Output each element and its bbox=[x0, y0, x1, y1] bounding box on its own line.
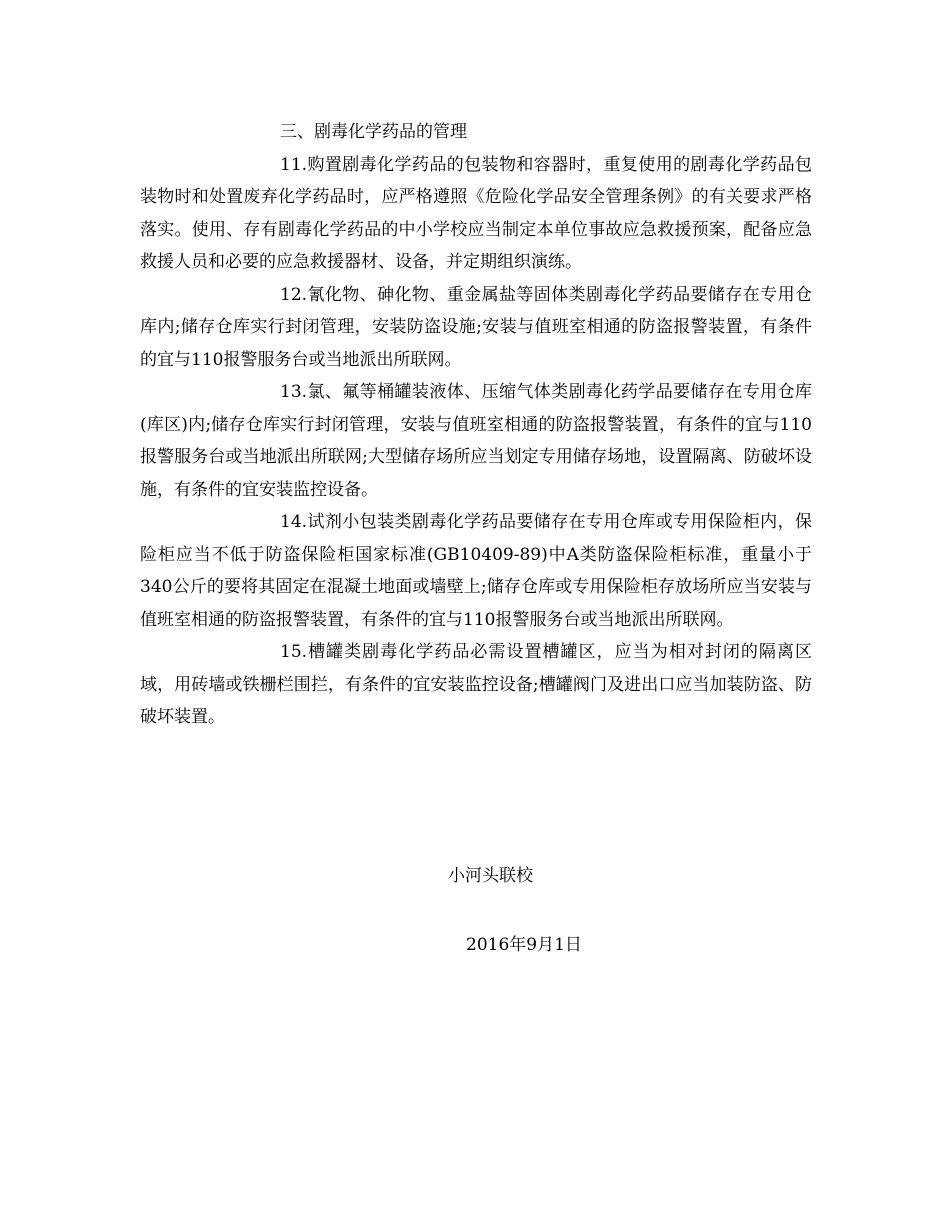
section-heading: 三、剧毒化学药品的管理 bbox=[280, 122, 467, 142]
paragraph-11: 11.购置剧毒化学药品的包装物和容器时，重复使用的剧毒化学药品包装物时和处置废弃化学药品时，应严格遵照《危险化学品安全管理条例》的有关要求严格落实。使用、存有剧毒化学药品的中小学校应当制定本单位事故应急救援预案，配备应急救援人员和必要的应急救援器材、设备，并定期组织演练。 bbox=[140, 154, 812, 272]
paragraph-15: 15.槽罐类剧毒化学药品必需设置槽罐区，应当为相对封闭的隔离区域，用砖墙或铁栅栏围拦，有条件的宜安装监控设备;槽罐阀门及进出口应当加装防盗、防破坏装置。 bbox=[140, 642, 812, 727]
paragraph-13: 13.氯、氟等桶罐装液体、压缩气体类剧毒化药学品要储存在专用仓库(库区)内;储存仓库实行封闭管理，安装与值班室相通的防盗报警装置，有条件的宜与110报警服务台或当地派出所联网;大型储存场所应当划定专用储存场地，设置隔离、防破坏设施，有条件的宜安装监控设备。 bbox=[140, 382, 812, 500]
paragraph-14: 14.试剂小包装类剧毒化学药品要储存在专用仓库或专用保险柜内，保险柜应当不低于防盗保险柜国家标准(GB10409-89)中A类防盗保险柜标准，重量小于340公斤的要将其固定在混凝土地面或墙壁上;储存仓库或专用保险柜存放场所应当安装与值班室相通的防盗报警装置，有条件的宜与110报警服务台或当地派出所联网。 bbox=[140, 512, 812, 630]
signature-school: 小河头联校 bbox=[448, 866, 533, 886]
paragraph-12: 12.氰化物、砷化物、重金属盐等固体类剧毒化学药品要储存在专用仓库内;储存仓库实行封闭管理，安装防盗设施;安装与值班室相通的防盗报警装置，有条件的宜与110报警服务台或当地派出所联网。 bbox=[140, 284, 812, 370]
document-body bbox=[140, 116, 812, 734]
signature-date: 2016年9月1日 bbox=[466, 935, 582, 955]
